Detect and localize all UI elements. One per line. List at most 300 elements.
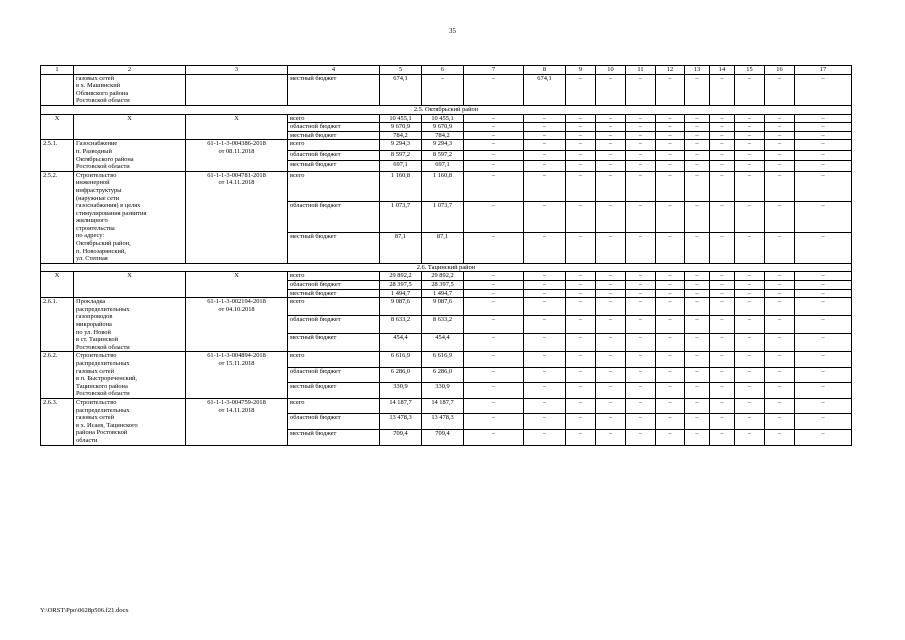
value-cell: 697,1 <box>380 161 422 171</box>
value-cell: – <box>422 74 464 105</box>
registration-line: 61-1-1-3-002194-2018 <box>207 298 266 306</box>
object-name-line: инфраструктуры <box>76 186 122 194</box>
value-cell: 6 616,9 <box>380 352 422 368</box>
dash-cell: – <box>464 233 524 264</box>
value-cell: 6 286,0 <box>380 367 422 383</box>
dash-cell: – <box>710 161 735 171</box>
dash-cell: – <box>735 367 765 383</box>
value-cell: 697,1 <box>422 161 464 171</box>
object-name-line: Октябрьского района <box>76 155 134 163</box>
object-name-line: инженерной <box>76 179 110 187</box>
registration <box>186 171 288 263</box>
dash-cell: – <box>735 140 765 150</box>
dash-cell: – <box>566 171 596 202</box>
budget-type: местный бюджет <box>288 131 380 140</box>
table-body <box>41 66 852 446</box>
dash-cell: – <box>464 316 524 334</box>
value-cell: 330,9 <box>422 383 464 399</box>
column-number: 13 <box>685 66 710 75</box>
dash-cell: – <box>735 114 765 123</box>
dash-cell: – <box>524 298 566 316</box>
summary-mark: Х <box>74 272 186 298</box>
value-cell: 1 494,7 <box>422 289 464 298</box>
object-name-line: газовых сетей <box>76 414 115 422</box>
dash-cell: – <box>710 334 735 352</box>
value-cell: 9 294,3 <box>380 140 422 150</box>
value-cell: 9 670,9 <box>422 123 464 132</box>
dash-cell: – <box>596 352 626 368</box>
dash-cell: – <box>765 352 795 368</box>
budget-type: местный бюджет <box>288 383 380 399</box>
object-name-line: в ст. Тацинской <box>76 336 119 344</box>
object-name <box>74 298 186 352</box>
dash-cell: – <box>626 367 656 383</box>
dash-cell: – <box>795 398 852 414</box>
dash-cell: – <box>765 429 795 445</box>
dash-cell: – <box>710 367 735 383</box>
dash-cell: – <box>596 74 626 105</box>
dash-cell: – <box>626 161 656 171</box>
dash-cell: – <box>596 414 626 430</box>
object-name-line: жилищного <box>76 217 108 225</box>
dash-cell: – <box>626 398 656 414</box>
dash-cell: – <box>566 383 596 399</box>
dash-cell: – <box>464 272 524 281</box>
dash-cell: – <box>795 289 852 298</box>
dash-cell: – <box>710 123 735 132</box>
table-row <box>41 171 852 202</box>
object-name-line: (наружные сети <box>76 194 120 202</box>
dash-cell: – <box>626 383 656 399</box>
dash-cell: – <box>685 367 710 383</box>
dash-cell: – <box>626 281 656 290</box>
value-cell: 1 160,8 <box>380 171 422 202</box>
dash-cell: – <box>735 334 765 352</box>
dash-cell: – <box>656 429 685 445</box>
dash-cell: – <box>524 233 566 264</box>
value-cell: 10 455,1 <box>380 114 422 123</box>
dash-cell: – <box>596 367 626 383</box>
dash-cell: – <box>710 74 735 105</box>
value-cell: 29 892,2 <box>380 272 422 281</box>
dash-cell: – <box>735 383 765 399</box>
dash-cell: – <box>566 114 596 123</box>
dash-cell: – <box>735 233 765 264</box>
value-cell: 87,1 <box>380 233 422 264</box>
dash-cell: – <box>656 334 685 352</box>
dash-cell: – <box>765 74 795 105</box>
dash-cell: – <box>524 414 566 430</box>
dash-cell: – <box>524 281 566 290</box>
budget-type: областной бюджет <box>288 367 380 383</box>
object-name-line: Газоснабжение <box>76 140 118 148</box>
dash-cell: – <box>524 272 566 281</box>
dash-cell: – <box>795 383 852 399</box>
value-cell: 9 294,3 <box>422 140 464 150</box>
dash-cell: – <box>464 398 524 414</box>
budget-type: местный бюджет <box>288 161 380 171</box>
dash-cell: – <box>626 114 656 123</box>
object-name-line: ул. Степная <box>76 255 108 263</box>
dash-cell: – <box>464 171 524 202</box>
dash-cell: – <box>710 281 735 290</box>
dash-cell: – <box>656 114 685 123</box>
object-name-line: Строительство <box>76 352 117 360</box>
dash-cell: – <box>710 171 735 202</box>
dash-cell: – <box>795 352 852 368</box>
table-row <box>41 74 852 105</box>
item-number: 2.5.2. <box>41 171 74 263</box>
item-number: 2.6.3. <box>41 398 74 445</box>
object-name <box>74 398 186 445</box>
dash-cell: – <box>685 161 710 171</box>
dash-cell: – <box>685 334 710 352</box>
value-cell: 709,4 <box>422 429 464 445</box>
registration-line: от 08.11.2018 <box>218 147 255 155</box>
dash-cell: – <box>765 140 795 150</box>
dash-cell: – <box>795 429 852 445</box>
section-title-row <box>41 263 852 272</box>
column-number: 10 <box>596 66 626 75</box>
dash-cell: – <box>765 272 795 281</box>
column-number: 7 <box>464 66 524 75</box>
object-name-line: района Ростовской <box>76 429 128 437</box>
dash-cell: – <box>566 398 596 414</box>
object-name-line: по ул. Новой <box>76 328 111 336</box>
object-name-line: распределительных <box>76 406 130 414</box>
dash-cell: – <box>566 123 596 132</box>
dash-cell: – <box>795 74 852 105</box>
dash-cell: – <box>735 161 765 171</box>
dash-cell: – <box>765 367 795 383</box>
dash-cell: – <box>765 383 795 399</box>
dash-cell: – <box>735 123 765 132</box>
dash-cell: – <box>566 289 596 298</box>
value-cell: 28 397,5 <box>380 281 422 290</box>
dash-cell: – <box>656 383 685 399</box>
dash-cell: – <box>795 298 852 316</box>
dash-cell: – <box>626 289 656 298</box>
dash-cell: – <box>566 150 596 160</box>
budget-type: областной бюджет <box>288 202 380 233</box>
dash-cell: – <box>795 161 852 171</box>
dash-cell: – <box>566 316 596 334</box>
dash-cell: – <box>596 383 626 399</box>
summary-row <box>41 114 852 123</box>
dash-cell: – <box>795 414 852 430</box>
column-number: 6 <box>422 66 464 75</box>
dash-cell: – <box>464 352 524 368</box>
column-number: 3 <box>186 66 288 75</box>
dash-cell: – <box>524 123 566 132</box>
dash-cell: – <box>626 298 656 316</box>
dash-cell: – <box>626 150 656 160</box>
dash-cell: – <box>626 334 656 352</box>
dash-cell: – <box>626 272 656 281</box>
dash-cell: – <box>685 429 710 445</box>
dash-cell: – <box>735 414 765 430</box>
dash-cell: – <box>626 414 656 430</box>
dash-cell: – <box>685 74 710 105</box>
budget-type: всего <box>288 140 380 150</box>
registration <box>186 140 288 171</box>
value-cell: 29 892,2 <box>422 272 464 281</box>
dash-cell: – <box>795 334 852 352</box>
dash-cell: – <box>656 233 685 264</box>
column-number: 8 <box>524 66 566 75</box>
dash-cell: – <box>596 316 626 334</box>
dash-cell: – <box>524 114 566 123</box>
dash-cell: – <box>596 161 626 171</box>
dash-cell: – <box>710 131 735 140</box>
dash-cell: – <box>464 131 524 140</box>
object-name-line: Строительство <box>76 398 117 406</box>
dash-cell: – <box>626 233 656 264</box>
dash-cell: – <box>685 171 710 202</box>
dash-cell: – <box>765 202 795 233</box>
dash-cell: – <box>735 298 765 316</box>
table-row <box>41 298 852 316</box>
dash-cell: – <box>685 272 710 281</box>
value-cell: 87,1 <box>422 233 464 264</box>
dash-cell: – <box>464 414 524 430</box>
dash-cell: – <box>710 429 735 445</box>
dash-cell: – <box>710 233 735 264</box>
dash-cell: – <box>710 352 735 368</box>
item-number: 2.6.2. <box>41 352 74 399</box>
object-name-line: Строительство <box>76 171 117 179</box>
dash-cell: – <box>685 131 710 140</box>
dash-cell: – <box>685 316 710 334</box>
page-number: 35 <box>449 27 456 35</box>
dash-cell: – <box>795 281 852 290</box>
table-row <box>41 140 852 150</box>
dash-cell: – <box>596 429 626 445</box>
dash-cell: – <box>596 140 626 150</box>
value-cell: 9 087,6 <box>380 298 422 316</box>
dash-cell: – <box>656 316 685 334</box>
dash-cell: – <box>566 272 596 281</box>
object-name-line: Тацинского района <box>76 382 128 390</box>
dash-cell: – <box>464 140 524 150</box>
num-cell <box>41 74 74 105</box>
registration-line: 61-1-1-3-004386-2018 <box>207 140 266 148</box>
dash-cell: – <box>685 398 710 414</box>
section-title: 2.6. Тацинский район <box>41 263 852 272</box>
dash-cell: – <box>735 74 765 105</box>
object-name-line: микрорайона <box>76 321 112 328</box>
dash-cell: – <box>596 334 626 352</box>
dash-cell: – <box>626 74 656 105</box>
dash-cell: – <box>524 383 566 399</box>
item-number: 2.5.1. <box>41 140 74 171</box>
value-cell: 330,9 <box>380 383 422 399</box>
summary-mark: Х <box>74 114 186 140</box>
dash-cell: – <box>464 281 524 290</box>
table-row <box>41 352 852 368</box>
dash-cell: – <box>795 114 852 123</box>
dash-cell: – <box>464 298 524 316</box>
value-cell: 1 494,7 <box>380 289 422 298</box>
object-name-line: п. Новозарянский, <box>76 247 126 255</box>
dash-cell: – <box>765 233 795 264</box>
dash-cell: – <box>685 123 710 132</box>
dash-cell: – <box>710 383 735 399</box>
budget-type: местный бюджет <box>288 334 380 352</box>
dash-cell: – <box>795 272 852 281</box>
dash-cell: – <box>524 161 566 171</box>
dash-cell: – <box>795 316 852 334</box>
dash-cell: – <box>710 398 735 414</box>
dash-cell: – <box>795 367 852 383</box>
value-cell: 1 073,7 <box>422 202 464 233</box>
dash-cell: – <box>656 367 685 383</box>
value-cell: 1 160,8 <box>422 171 464 202</box>
dash-cell: – <box>710 289 735 298</box>
registration-line: от 14.11.2018 <box>218 179 255 187</box>
dash-cell: – <box>464 114 524 123</box>
dash-cell: – <box>626 316 656 334</box>
value-cell: 709,4 <box>380 429 422 445</box>
value-cell: 674,1 <box>524 74 566 105</box>
budget-type: местный бюджет <box>288 233 380 264</box>
dash-cell: – <box>685 289 710 298</box>
dash-cell: – <box>656 74 685 105</box>
dash-cell: – <box>685 233 710 264</box>
dash-cell: – <box>464 202 524 233</box>
object-name-line: в х. Исаев, Тацинского <box>76 421 138 429</box>
dash-cell: – <box>566 140 596 150</box>
dash-cell: – <box>626 429 656 445</box>
value-cell: 454,4 <box>422 334 464 352</box>
object-name <box>74 171 186 263</box>
value-cell: 8 597,2 <box>380 150 422 160</box>
dash-cell: – <box>656 398 685 414</box>
value-cell: 6 616,9 <box>422 352 464 368</box>
dash-cell: – <box>524 131 566 140</box>
value-cell: 784,2 <box>380 131 422 140</box>
column-number: 11 <box>626 66 656 75</box>
dash-cell: – <box>626 131 656 140</box>
budget-type: областной бюджет <box>288 150 380 160</box>
object-name-line: стимулирования развития <box>76 209 147 217</box>
dash-cell: – <box>596 202 626 233</box>
dash-cell: – <box>710 414 735 430</box>
dash-cell: – <box>656 298 685 316</box>
dash-cell: – <box>710 114 735 123</box>
dash-cell: – <box>656 202 685 233</box>
column-number: 5 <box>380 66 422 75</box>
column-number: 14 <box>710 66 735 75</box>
dash-cell: – <box>464 383 524 399</box>
object-name-line: области <box>76 436 98 444</box>
dash-cell: – <box>765 298 795 316</box>
dash-cell: – <box>464 123 524 132</box>
object-name-line: в п. Быстрореченский, <box>76 375 138 383</box>
dash-cell: – <box>596 281 626 290</box>
object-name-line: газопроводов <box>76 313 113 321</box>
dash-cell: – <box>735 171 765 202</box>
dash-cell: – <box>685 352 710 368</box>
budget-type: областной бюджет <box>288 123 380 132</box>
value-cell: 8 633,2 <box>380 316 422 334</box>
dash-cell: – <box>795 202 852 233</box>
budget-type: местный бюджет <box>288 429 380 445</box>
dash-cell: – <box>464 161 524 171</box>
dash-cell: – <box>656 272 685 281</box>
value-cell: 13 478,3 <box>422 414 464 430</box>
value-cell: 9 670,9 <box>380 123 422 132</box>
dash-cell: – <box>765 114 795 123</box>
registration-line: 61-1-1-3-004781-2018 <box>207 171 266 179</box>
object-name <box>74 74 186 105</box>
column-number: 1 <box>41 66 74 75</box>
dash-cell: – <box>685 202 710 233</box>
dash-cell: – <box>795 123 852 132</box>
dash-cell: – <box>685 298 710 316</box>
registration-line: 61-1-1-3-004894-2018 <box>207 352 266 360</box>
registration <box>186 352 288 399</box>
budget-type: областной бюджет <box>288 316 380 334</box>
dash-cell: – <box>656 131 685 140</box>
dash-cell: – <box>524 202 566 233</box>
budget-type: всего <box>288 398 380 414</box>
dash-cell: – <box>596 171 626 202</box>
dash-cell: – <box>566 298 596 316</box>
dash-cell: – <box>566 334 596 352</box>
dash-cell: – <box>464 429 524 445</box>
dash-cell: – <box>464 289 524 298</box>
summary-mark: Х <box>186 272 288 298</box>
dash-cell: – <box>656 161 685 171</box>
budget-type: областной бюджет <box>288 414 380 430</box>
dash-cell: – <box>566 202 596 233</box>
dash-cell: – <box>596 233 626 264</box>
value-cell: 1 073,7 <box>380 202 422 233</box>
dash-cell: – <box>765 289 795 298</box>
column-numbers-row <box>41 66 852 75</box>
dash-cell: – <box>596 298 626 316</box>
dash-cell: – <box>524 334 566 352</box>
budget-table <box>40 65 852 446</box>
object-name-line: распределительных <box>76 305 130 313</box>
dash-cell: – <box>626 140 656 150</box>
reg-cell <box>186 74 288 105</box>
dash-cell: – <box>524 140 566 150</box>
dash-cell: – <box>566 233 596 264</box>
dash-cell: – <box>735 281 765 290</box>
dash-cell: – <box>710 140 735 150</box>
dash-cell: – <box>685 383 710 399</box>
dash-cell: – <box>524 429 566 445</box>
dash-cell: – <box>656 414 685 430</box>
dash-cell: – <box>685 281 710 290</box>
budget-type: всего <box>288 171 380 202</box>
object-name-line: газовых сетей <box>76 74 115 82</box>
budget-type: всего <box>288 298 380 316</box>
budget-type: местный бюджет <box>288 289 380 298</box>
object-name-line: по адресу: <box>76 232 105 240</box>
column-number: 16 <box>765 66 795 75</box>
dash-cell: – <box>795 150 852 160</box>
dash-cell: – <box>566 352 596 368</box>
dash-cell: – <box>626 171 656 202</box>
dash-cell: – <box>765 150 795 160</box>
object-name-line: газовых сетей <box>76 367 115 375</box>
dash-cell: – <box>566 367 596 383</box>
dash-cell: – <box>566 131 596 140</box>
summary-mark: Х <box>41 272 74 298</box>
